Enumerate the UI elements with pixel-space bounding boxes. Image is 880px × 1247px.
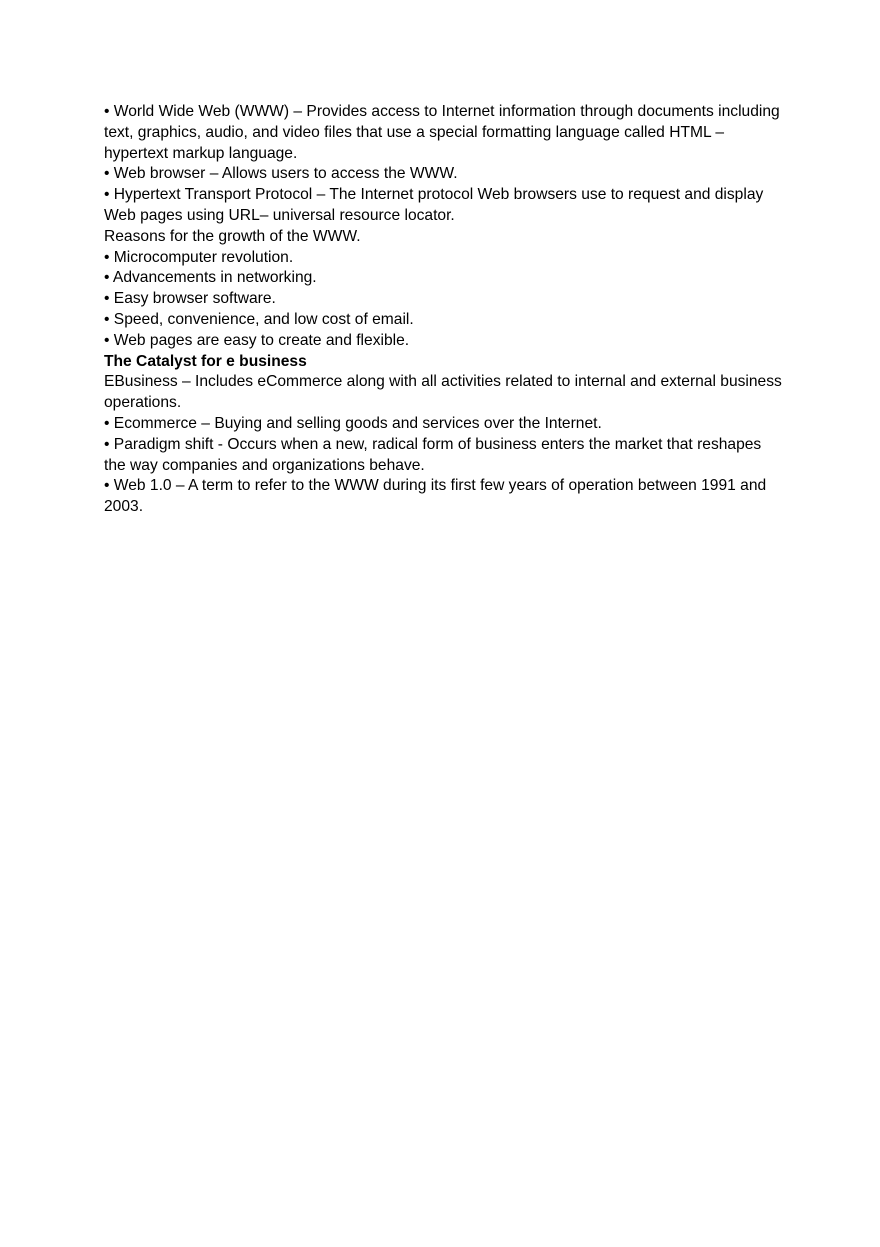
bullet-http: • Hypertext Transport Protocol – The Internet protocol Web browsers use to request and display Web pages using URL– universal resource locator.: [104, 186, 764, 224]
bullet-browser-software: • Easy browser software.: [104, 290, 276, 308]
reasons-intro: Reasons for the growth of the WWW.: [104, 227, 361, 245]
bullet-web-pages: • Web pages are easy to create and flexible.: [104, 331, 410, 349]
ebusiness-definition: EBusiness – Includes eCommerce along with all activities related to internal and external business operations.: [104, 373, 782, 412]
section-heading: The Catalyst for e business: [104, 352, 307, 370]
bullet-networking: • Advancements in networking.: [104, 269, 317, 287]
bullet-web-1-0: • Web 1.0 – A term to refer to the WWW during its first few years of operation between 1991 and 2003.: [104, 477, 767, 516]
bullet-web-browser: • Web browser – Allows users to access the WWW.: [104, 165, 458, 183]
bullet-paradigm-shift: • Paradigm shift - Occurs when a new, radical form of business enters the market that reshapes the way companies and organizations behave.: [104, 435, 762, 474]
bullet-www: • World Wide Web (WWW) – Provides access to Internet information through documents including text, graphics, audio, and video files that use a special formatting language called HTML – hypertext markup language.: [104, 103, 780, 162]
bullet-ecommerce: • Ecommerce – Buying and selling goods and services over the Internet.: [104, 414, 602, 432]
document-body: [104, 102, 784, 518]
bullet-microcomputer: • Microcomputer revolution.: [104, 248, 294, 266]
bullet-email: • Speed, convenience, and low cost of email.: [104, 310, 414, 328]
